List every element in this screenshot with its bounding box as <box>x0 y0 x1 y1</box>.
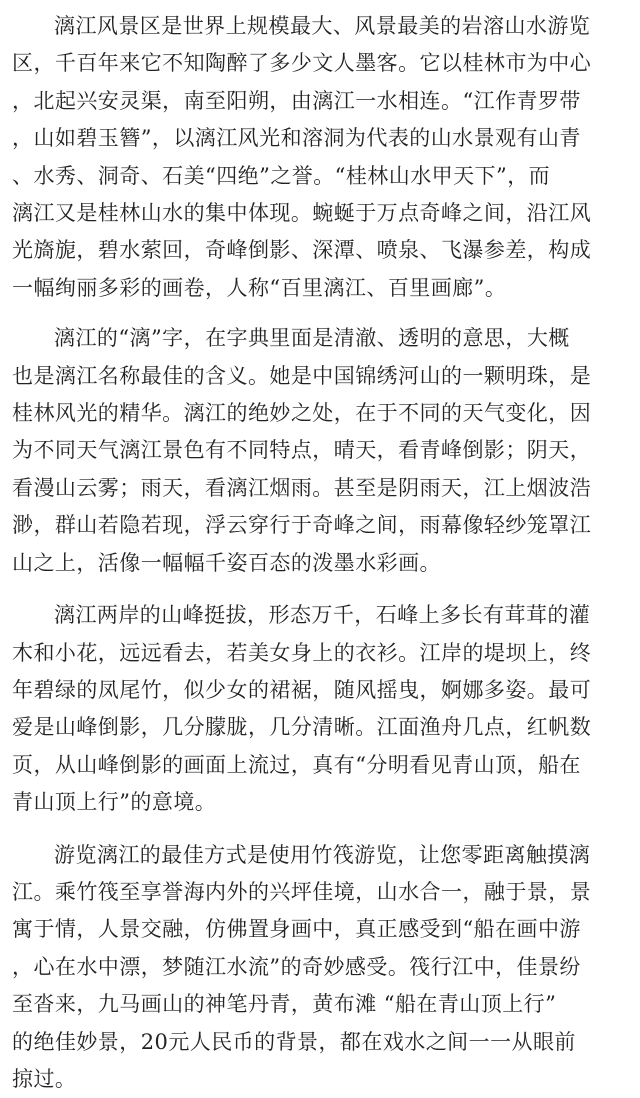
text-line: 一幅绚丽多彩的画卷，人称“百里漓江、百里画廊”。 <box>12 275 507 300</box>
text-line: 游览漓江的最佳方式是使用竹筏游览，让您零距离触摸漓 <box>54 842 591 867</box>
text-line: 区，千百年来它不知陶醉了多少文人墨客。它以桂林市为中心 <box>12 51 592 76</box>
paragraph-1 <box>12 8 630 307</box>
text-line: 的绝佳妙景，20元人民币的背景，都在戏水之间一一从眼前 <box>12 1029 576 1054</box>
text-line: 爱是山峰倒影，几分朦胧，几分清晰。江面渔舟几点，红帆数 <box>12 715 592 740</box>
text-line: 看漫山云雾；雨天，看漓江烟雨。甚至是阴雨天，江上烟波浩 <box>12 475 592 500</box>
text-line: 木和小花，远远看去，若美女身上的衣衫。江岸的堤坝上，终 <box>12 640 592 665</box>
text-line: 渺，群山若隐若现，浮云穿行于奇峰之间，雨幕像轻纱笼罩江 <box>12 513 592 538</box>
text-line: 桂林风光的精华。漓江的绝妙之处，在于不同的天气变化，因 <box>12 401 592 426</box>
paragraph-3 <box>12 597 630 821</box>
text-line: ，北起兴安灵渠，南至阳朔，由漓江一水相连。“江作青罗带 <box>12 88 581 113</box>
text-line: ，山如碧玉簪”，以漓江风光和溶洞为代表的山水景观有山青 <box>12 126 581 151</box>
text-line: 也是漓江名称最佳的含义。她是中国锦绣河山的一颗明珠，是 <box>12 363 592 388</box>
text-line: 漓江的“漓”字，在字典里面是清澈、透明的意思，大概 <box>54 326 570 351</box>
text-line: ，心在水中漂，梦随江水流”的奇妙感受。筏行江中，佳景纷 <box>12 954 581 979</box>
text-line: 江。乘竹筏至享誉海内外的兴坪佳境，山水合一，融于景，景 <box>12 879 592 904</box>
paragraph-4 <box>12 837 630 1098</box>
text-line: 山之上，活像一幅幅千姿百态的泼墨水彩画。 <box>12 550 441 575</box>
text-line: 页，从山峰倒影的画面上流过，真有“分明看见青山顶，船在 <box>12 752 581 777</box>
text-line: 、水秀、洞奇、石美“四绝”之誉。“桂林山水甲天下”，而 <box>12 163 551 188</box>
text-line: 漓江又是桂林山水的集中体现。蜿蜒于万点奇峰之间，沿江风 <box>12 201 592 226</box>
text-line: 青山顶上行”的意境。 <box>12 790 217 815</box>
text-line: 漓江两岸的山峰挺拔，形态万千，石峰上多长有茸茸的灌 <box>54 603 591 628</box>
text-line: 漓江风景区是世界上规模最大、风景最美的岩溶山水游览 <box>54 14 591 38</box>
paragraph-2 <box>12 320 630 582</box>
text-line: 至沓来，九马画山的神笔丹青，黄布滩 “船在青山顶上行” <box>12 992 557 1017</box>
text-line: 光旖旎，碧水萦回，奇峰倒影、深潭、喷泉、飞瀑参差，构成 <box>12 238 592 263</box>
text-line: 年碧绿的凤尾竹，似少女的裙裾，随风摇曳，婀娜多姿。最可 <box>12 677 592 702</box>
text-line: 为不同天气漓江景色有不同特点，晴天，看青峰倒影；阴天， <box>12 438 592 463</box>
text-line: 寓于情，人景交融，仿佛置身画中，真正感受到“船在画中游 <box>12 917 581 942</box>
text-line: 掠过。 <box>12 1066 77 1091</box>
